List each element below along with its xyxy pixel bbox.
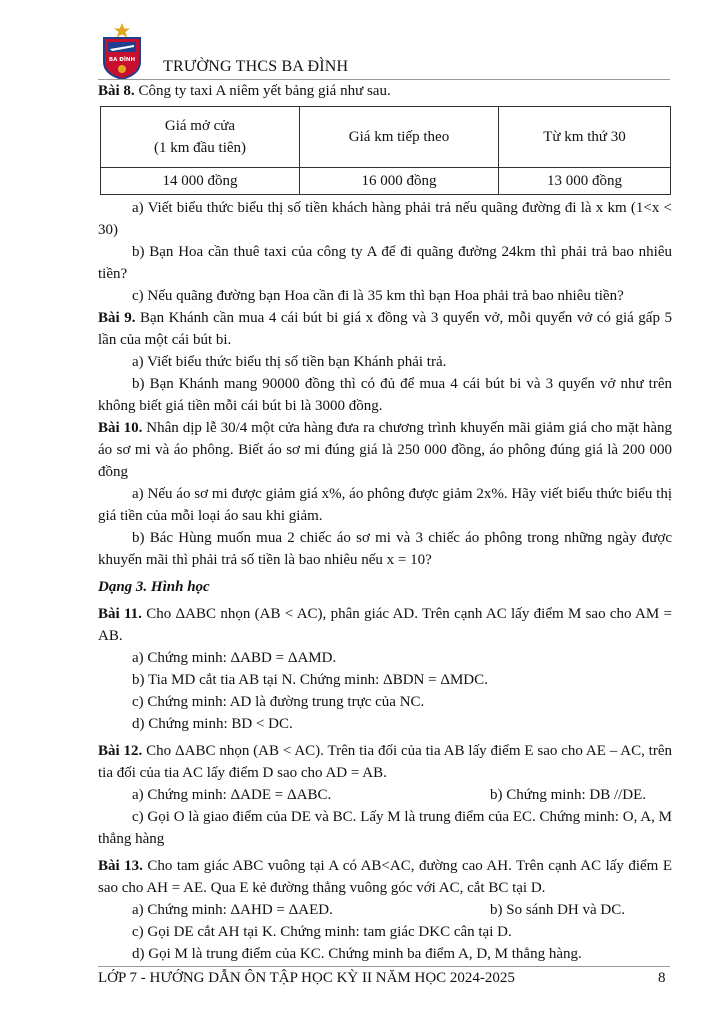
price-value-from30: 13 000 đồng: [499, 168, 671, 195]
bai9-a: a) Viết biểu thức biểu thị số tiền bạn Khánh phải trả.: [132, 354, 447, 370]
bai11-d: d) Chứng minh: BD < DC.: [132, 716, 293, 732]
bai10-intro: Bài 10. Nhân dịp lễ 30/4 một cửa hàng đưa ra chương trình khuyến mãi giảm giá cho mặt hàng áo sơ mi và áo phông. Biết áo sơ mi đúng giá là 250 000 đồng, áo phông đúng giá là 200 000 đồng: [98, 420, 672, 480]
logo-label: BA ĐÌNH: [108, 57, 136, 63]
bai11-intro: Bài 11. Cho ΔABC nhọn (AB < AC), phân giác AD. Trên cạnh AC lấy điểm M sao cho AM = AB.: [98, 606, 672, 644]
taxi-price-table: [100, 106, 671, 195]
bai12-ab-row: [98, 784, 672, 806]
bai9-title: Bài 9.: [98, 310, 136, 326]
bai12-intro: Bài 12. Cho ΔABC nhọn (AB < AC). Trên tia đối của tia AB lấy điểm E sao cho AE – AC, trên tia đối của tia AC lấy điểm D sao cho AD = AB.: [98, 743, 672, 781]
document-body: [98, 80, 672, 965]
bai10-b: b) Bác Hùng muốn mua 2 chiếc áo sơ mi và 3 chiếc áo phông trong những ngày được khuyến mãi thì phải trả số tiền là bao nhiêu nếu x = 10?: [98, 530, 672, 568]
price-value-open: 14 000 đồng: [101, 168, 300, 195]
bai12-title: Bài 12.: [98, 743, 143, 759]
bai13-title: Bài 13.: [98, 858, 143, 874]
bai10-a: a) Nếu áo sơ mi được giảm giá x%, áo phông được giảm 2x%. Hãy viết biểu thức biểu thị giá tiền của mỗi loại áo sau khi giảm.: [98, 486, 672, 524]
bai13-d: d) Gọi M là trung điểm của KC. Chứng minh ba điểm A, D, M thẳng hàng.: [132, 946, 582, 962]
price-header-from30: Từ km thứ 30: [499, 107, 671, 168]
page-number: 8: [658, 970, 666, 986]
bai10-title: Bài 10.: [98, 420, 143, 436]
bai13-intro: Bài 13. Cho tam giác ABC vuông tại A có AB<AC, đường cao AH. Trên cạnh AC lấy điểm E sao cho AH = AE. Qua E kẻ đường thẳng vuông góc với AC, cắt BC tại D.: [98, 858, 672, 896]
bai8-c: c) Nếu quãng đường bạn Hoa cần đi là 35 km thì bạn Hoa phải trả bao nhiêu tiền?: [132, 288, 624, 304]
school-logo: [100, 22, 144, 80]
section-geometry: Dạng 3. Hình học: [98, 579, 210, 595]
bai11-title: Bài 11.: [98, 606, 142, 622]
bai12-a: a) Chứng minh: ΔADE = ΔABC.: [132, 787, 332, 803]
bai11-c: c) Chứng minh: AD là đường trung trực của NC.: [132, 694, 425, 710]
price-value-next: 16 000 đồng: [300, 168, 499, 195]
price-header-open: Giá mở cửa (1 km đầu tiên): [101, 107, 300, 168]
bai8-title: Bài 8.: [98, 83, 135, 99]
bai8-a: a) Viết biểu thức biểu thị số tiền khách hàng phải trả nếu quãng đường đi là x km (1<x < 30): [98, 200, 672, 238]
bai13-b: b) So sánh DH và DC.: [490, 902, 625, 918]
bai11-b: b) Tia MD cắt tia AB tại N. Chứng minh: ΔBDN = ΔMDC.: [132, 672, 488, 688]
price-header-next: Giá km tiếp theo: [300, 107, 499, 168]
footer-divider: [98, 966, 670, 967]
bai12-c: c) Gọi O là giao điểm của DE và BC. Lấy M là trung điểm của EC. Chứng minh: O, A, M thẳng hàng: [98, 809, 672, 847]
bai13-c: c) Gọi DE cắt AH tại K. Chứng minh: tam giác DKC cân tại D.: [132, 924, 512, 940]
bai8-intro: Bài 8. Công ty taxi A niêm yết bảng giá như sau.: [98, 83, 391, 99]
bai9-intro: Bài 9. Bạn Khánh cần mua 4 cái bút bi giá x đồng và 3 quyển vở, mỗi quyển vở có giá gấp 5 lần của một cái bút bi.: [98, 310, 672, 348]
bai13-ab-row: [98, 899, 672, 921]
bai11-a: a) Chứng minh: ΔABD = ΔAMD.: [132, 650, 337, 666]
bai13-a: a) Chứng minh: ΔAHD = ΔAED.: [132, 902, 333, 918]
footer-text: LỚP 7 - HƯỚNG DẪN ÔN TẬP HỌC KỲ II NĂM HỌC 2024-2025: [98, 970, 515, 986]
bai8-b: b) Bạn Hoa cần thuê taxi của công ty A để đi quãng đường 24km thì phải trả bao nhiêu tiền?: [98, 244, 672, 282]
bai12-b: b) Chứng minh: DB //DE.: [490, 787, 647, 803]
school-name: TRƯỜNG THCS BA ĐÌNH: [163, 58, 349, 75]
bai9-b: b) Bạn Khánh mang 90000 đồng thì có đủ để mua 4 cái bút bi và 3 quyển vở như trên không biết giá tiền mỗi cái bút bi là 3000 đồng.: [98, 376, 672, 414]
